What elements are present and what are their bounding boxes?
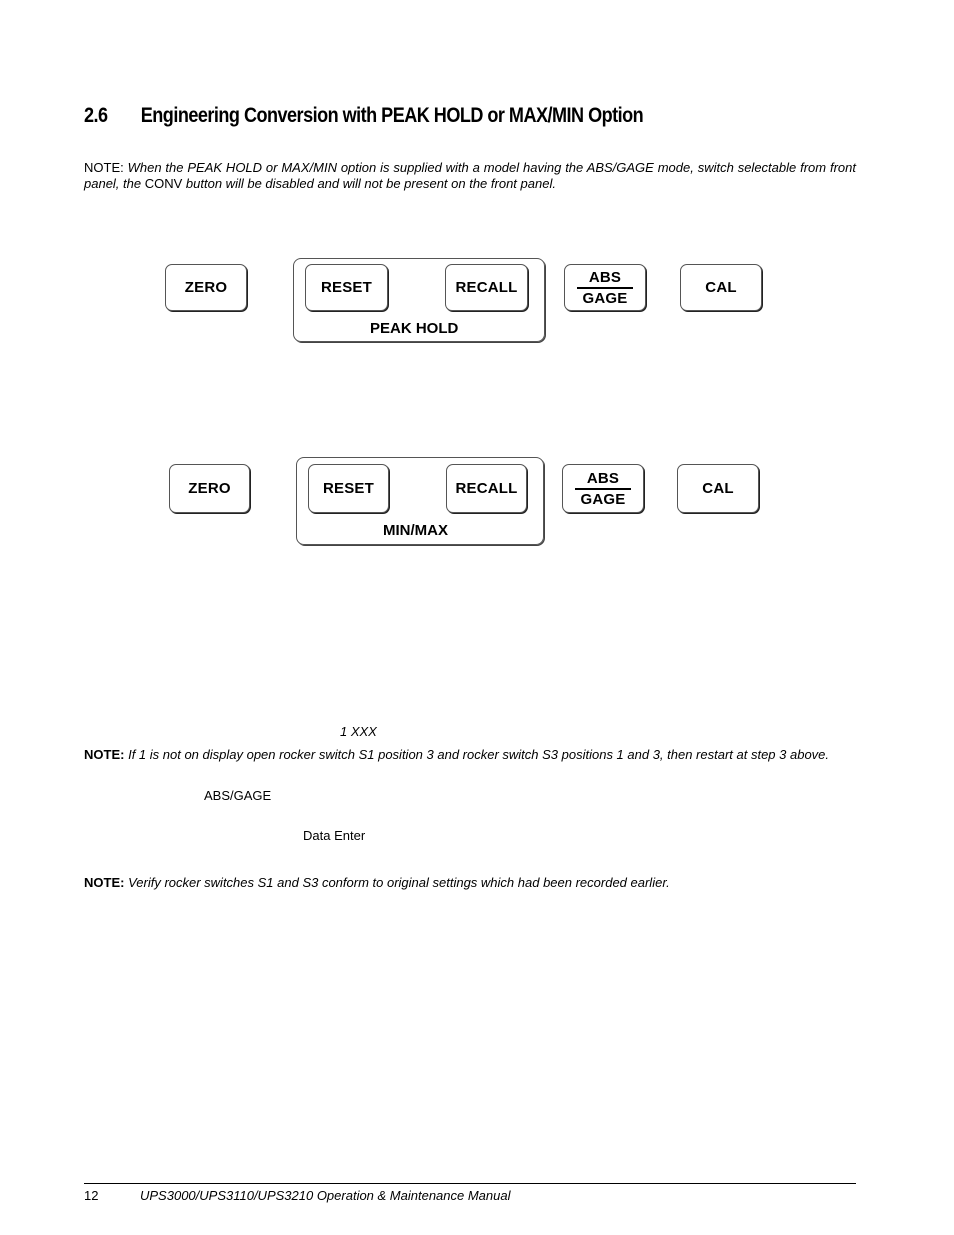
note-verify-switches [84, 875, 856, 890]
gage-label: GAGE [580, 490, 626, 508]
peak-hold-label: PEAK HOLD [370, 320, 459, 337]
note-text-b: button will be disabled and will not be present on the front panel. [185, 176, 556, 191]
data-enter-text: Data Enter [303, 828, 366, 843]
section-number: 2.6 [84, 104, 108, 127]
zero-label: ZERO [184, 279, 228, 296]
abs-gage-button-minmax [562, 464, 644, 513]
note-text-conv: CONV [144, 176, 183, 191]
note-display-check [84, 747, 856, 763]
fraction-bar [575, 488, 631, 490]
recall-button-peak [445, 264, 528, 311]
zero-button-peak [165, 264, 247, 311]
recall-label: RECALL [455, 279, 518, 296]
recall-button-minmax [446, 464, 527, 513]
reset-button-peak [305, 264, 388, 311]
fraction-bar [577, 287, 633, 289]
manual-title: UPS3000/UPS3110/UPS3210 Operation & Maintenance Manual [140, 1188, 511, 1203]
recall-label: RECALL [455, 480, 518, 497]
zero-button-minmax [169, 464, 250, 513]
note-text: If 1 is not on display open rocker switch S1 position 3 and rocker switch S3 positions 1 and 3, then restart at step 3 above. [128, 747, 830, 762]
note-conv-disabled [84, 160, 856, 192]
note-label: NOTE: [84, 747, 125, 762]
abs-gage-button-peak [564, 264, 646, 311]
cal-label: CAL [702, 480, 734, 497]
note-text: Verify rocker switches S1 and S3 conform to original settings which had been recorded earlier. [128, 875, 670, 890]
section-heading [84, 104, 643, 128]
zero-label: ZERO [188, 480, 231, 497]
reset-label: RESET [320, 279, 372, 296]
cal-label: CAL [705, 279, 737, 296]
display-value: 1 XXX [340, 724, 377, 739]
cal-button-peak [680, 264, 762, 311]
page-number: 12 [84, 1188, 99, 1203]
gage-label: GAGE [582, 289, 628, 307]
reset-button-minmax [308, 464, 389, 513]
abs-label: ABS [588, 268, 622, 286]
footer-rule [84, 1183, 856, 1184]
note-text-a: When the PEAK HOLD or MAX/MIN option is supplied with a model having the ABS/GAGE mode, switch selectable from front panel, the [84, 160, 856, 191]
section-title: Engineering Conversion with PEAK HOLD or MAX/MIN Option [140, 104, 644, 127]
reset-label: RESET [322, 480, 374, 497]
abs-gage-text: ABS/GAGE [204, 788, 272, 803]
cal-button-minmax [677, 464, 759, 513]
note-label: NOTE: [84, 875, 125, 890]
note-label: NOTE: [84, 160, 124, 175]
min-max-label: MIN/MAX [383, 522, 448, 539]
abs-label: ABS [586, 469, 620, 487]
